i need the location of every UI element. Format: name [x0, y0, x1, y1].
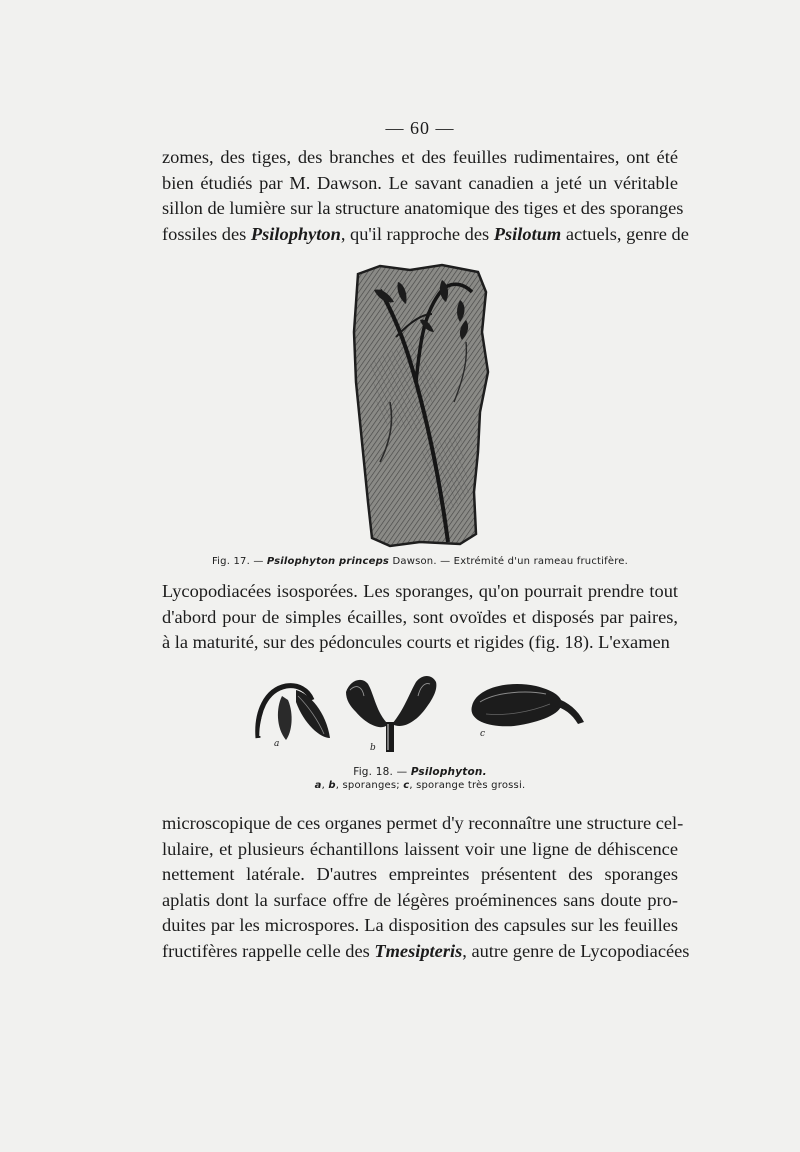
page-number: — 60 — [385, 118, 455, 138]
text-line: zomes, des tiges, des branches et des feuilles rudimentaires, ont été [162, 147, 678, 167]
figure-letter-a: a [274, 739, 280, 749]
figure-letter-c: c [480, 729, 486, 739]
sporange-c-drawing [471, 684, 584, 739]
text-run: fossiles des [162, 223, 251, 244]
caption-text: , sporanges; [335, 780, 404, 791]
fossil-branch-illustration [350, 262, 492, 548]
text-line: nettement latérale. D'autres empreintes présentent des sporanges [162, 864, 678, 885]
text-line: d'abord pour de simples écailles, sont ovoïdes et disposés par paires, [162, 606, 678, 627]
text-run: actuels, genre de [561, 223, 689, 244]
sporange-b-drawing [346, 676, 436, 753]
figure-label: Fig. 17. — [211, 556, 264, 567]
legend-letter: b [328, 780, 336, 791]
legend-letter: c [403, 780, 410, 791]
text-run: , autre genre de Lycopodiacées [462, 940, 690, 961]
figure-18-caption-legend: a, b, sporanges; c, sporange très grossi. [314, 780, 526, 791]
figure-18-caption-title [0, 766, 800, 778]
legend-letter: a [314, 780, 322, 791]
text-line: sillon de lumière sur la structure anatomique des tiges et des sporanges [162, 198, 684, 219]
species-name: Psilophyton. [410, 766, 487, 778]
genus-name: Psilophyton [250, 223, 341, 244]
genus-name: Psilotum [493, 223, 562, 244]
species-name: Psilophyton princeps [266, 556, 390, 567]
text-line [162, 222, 689, 248]
figure-label: Fig. 18. — [353, 766, 408, 778]
text-run: fructifères rappelle celle des [162, 940, 375, 961]
text-line: aplatis dont la surface offre de légères proéminences sans doute pro- [162, 889, 678, 910]
sporanges-illustration [246, 672, 590, 758]
paragraph-2 [162, 579, 678, 656]
genus-name: Tmesipteris [374, 940, 463, 961]
text-line: bien étudiés par M. Dawson. Le savant canadien a jeté un véritable [162, 172, 678, 193]
figure-17-caption [0, 556, 800, 567]
caption-text: , sporange très grossi. [409, 780, 526, 791]
text-run: , qu'il rapproche des [340, 223, 494, 244]
text-line: duites par les microspores. La disposition des capsules sur les feuilles [162, 915, 678, 936]
sporange-a-drawing [258, 686, 330, 749]
text-line: à la maturité, sur des pédoncules courts et rigides (fig. 18). L'examen [162, 632, 670, 653]
text-line [162, 939, 690, 965]
text-line: Lycopodiacées isosporées. Les sporanges, qu'on pourrait prendre tout [162, 581, 678, 601]
paragraph-1 [162, 145, 689, 247]
figure-letter-b: b [370, 743, 376, 753]
text-line: lulaire, et plusieurs échantillons laissent voir une ligne de déhiscence [162, 838, 678, 859]
caption-text: Dawson. — Extrémité d'un rameau fructifère. [392, 556, 629, 567]
text-line: microscopique de ces organes permet d'y reconnaître une structure cel- [162, 813, 684, 833]
paragraph-3 [162, 811, 690, 965]
